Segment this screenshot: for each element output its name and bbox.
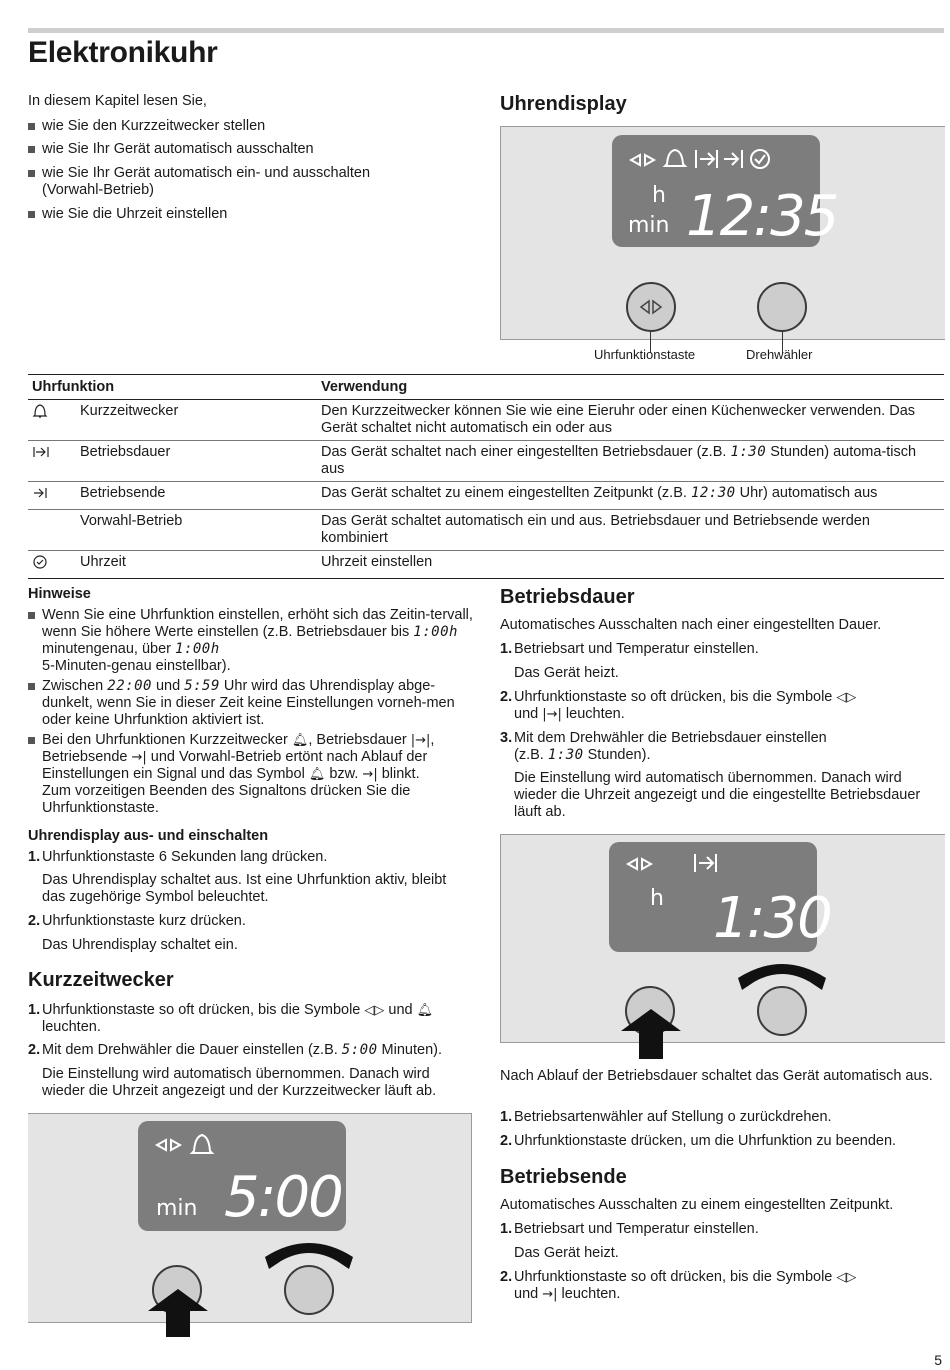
timer-display-figure <box>28 1113 472 1323</box>
intro-bullet: wie Sie die Uhrzeit einstellen <box>28 206 227 223</box>
table-header-row <box>28 375 944 400</box>
step: 2. Uhrfunktionstaste kurz drücken. <box>28 913 246 929</box>
unit-hours: h <box>650 886 664 911</box>
page-number: 5 <box>934 1352 942 1368</box>
bell-icon: 🔔︎ <box>416 1003 434 1018</box>
clock-function-icon <box>157 1140 166 1150</box>
page-title: Elektronikuhr <box>28 36 218 69</box>
step-note: Die Einstellung wird automatisch übernommen. Danach wird wieder die Uhrzeit angezeigt und der Kurzzeitwecker läuft ab. <box>42 1066 437 1099</box>
step: 1. Betriebsart und Temperatur einstellen. <box>500 641 759 657</box>
step-note: Die Einstellung wird automatisch übernommen. Danach wird wieder die Uhrzeit angezeigt und die eingestellte Betriebsdauer läuft ab. <box>514 770 921 820</box>
section-lead: Automatisches Ausschalten zu einem eingestellten Zeitpunkt. <box>500 1197 894 1213</box>
rotate-arrow-icon <box>736 958 828 996</box>
uhrendisplay-heading: Uhrendisplay <box>500 93 627 115</box>
clock-icon <box>751 150 769 168</box>
step-note: Das Gerät heizt. <box>514 665 619 681</box>
section-lead: Automatisches Ausschalten nach einer eingestellten Dauer. <box>500 617 882 633</box>
duration-screen <box>609 842 831 952</box>
unit-minutes: min <box>156 1196 198 1221</box>
bell-icon <box>32 403 48 419</box>
end-icon <box>724 150 742 168</box>
step: 1. Betriebsart und Temperatur einstellen. <box>500 1221 759 1237</box>
clock-function-table <box>28 374 944 579</box>
duration-icon <box>32 444 50 460</box>
rotary-selector[interactable] <box>757 282 807 332</box>
display-on-off-heading: Uhrendisplay aus- und einschalten <box>28 828 269 844</box>
rotate-arrow-icon <box>263 1237 355 1275</box>
duration-icon <box>695 854 716 872</box>
clock-icon <box>32 554 48 570</box>
duration-display-figure <box>500 834 945 1043</box>
step: 3. Mit dem Drehwähler die Betriebsdauer einstellen (z.B. 1:30 Stunden). <box>500 730 827 763</box>
intro-bullet: wie Sie Ihr Gerät automatisch ein- und ausschalten (Vorwahl-Betrieb) <box>28 165 370 199</box>
table-cell: Betriebsdauer <box>76 441 317 482</box>
table-cell: Das Gerät schaltet automatisch ein und aus. Betriebsdauer und Betriebsende werden kombiniert <box>317 510 944 551</box>
timer-time: 5:00 <box>224 1165 342 1230</box>
end-icon <box>32 485 48 501</box>
step: 2. Uhrfunktionstaste so oft drücken, bis die Symbole ◁▷ und |→| leuchten. <box>500 689 857 722</box>
clock-function-button[interactable] <box>626 282 676 332</box>
clock-function-icon <box>628 859 637 869</box>
table-cell: Betriebsende <box>76 482 317 510</box>
end-icon: →| <box>542 1287 558 1302</box>
step: 1. Uhrfunktionstaste 6 Sekunden lang drücken. <box>28 849 328 865</box>
clock-function-icon <box>631 155 640 165</box>
duration-icon <box>696 150 717 168</box>
table-cell: Kurzzeitwecker <box>76 400 317 441</box>
caption-knob: Drehwähler <box>746 347 813 362</box>
intro-bullet: wie Sie Ihr Gerät automatisch ausschalten <box>28 141 314 158</box>
table-header: Uhrfunktion <box>28 375 317 400</box>
step-note: Das Uhrendisplay schaltet aus. Ist eine Uhrfunktion aktiv, bleibt das zugehörige Symbol beleuchtet. <box>42 872 447 905</box>
duration-icon: |→| <box>542 707 562 722</box>
step: 1. Uhrfunktionstaste so oft drücken, bis die Symbole ◁▷ und 🔔︎ leuchten. <box>28 1002 434 1035</box>
unit-minutes: min <box>628 213 670 238</box>
table-cell: Das Gerät schaltet zu einem eingestellten Zeitpunkt (z.B. 12:30 Uhr) automatisch aus <box>317 482 944 510</box>
step: 2. Uhrfunktionstaste drücken, um die Uhrfunktion zu beenden. <box>500 1133 897 1149</box>
table-cell: Uhrzeit <box>76 551 317 579</box>
clock-screen <box>612 135 838 249</box>
hinweise-heading: Hinweise <box>28 586 91 602</box>
end-icon: →| <box>362 767 378 782</box>
betriebsdauer-heading: Betriebsdauer <box>500 586 635 608</box>
table-row <box>28 551 944 579</box>
table-header: Verwendung <box>317 375 944 400</box>
duration-icon: |→| <box>410 733 431 748</box>
bell-icon: 🔔︎ <box>291 733 309 748</box>
step-note: Das Uhrendisplay schaltet ein. <box>42 937 238 953</box>
step: 2. Uhrfunktionstaste so oft drücken, bis die Symbole ◁▷ und →| leuchten. <box>500 1269 857 1302</box>
timer-screen-symbols <box>138 1121 346 1231</box>
table-cell: Uhrzeit einstellen <box>317 551 944 579</box>
clock-time: 12:35 <box>686 184 838 249</box>
table-cell: Vorwahl-Betrieb <box>76 510 317 551</box>
table-cell: Den Kurzzeitwecker können Sie wie eine Eieruhr oder einen Küchenwecker verwenden. Das Gerät schaltet nicht automatisch ein oder aus <box>317 400 944 441</box>
bell-icon <box>665 150 685 166</box>
note-item: Zwischen 22:00 und 5:59 Uhr wird das Uhrendisplay abge-dunkelt, wenn Sie in dieser Zeit keine Einstellungen vorneh-men oder keine Uhrfunktion aktiviert ist. <box>28 678 482 729</box>
table-row <box>28 510 944 551</box>
clock-function-icon: ◁▷ <box>836 1270 857 1285</box>
end-icon: →| <box>131 750 147 765</box>
note-item: Wenn Sie eine Uhrfunktion einstellen, erhöht sich das Zeitin-tervall, wenn Sie höhere Werte einstellen (z.B. Betriebsdauer bis 1:00h minutengenau, über 1:00h 5-Minuten-genau einstellbar). <box>28 607 482 675</box>
duration-screen-symbols <box>609 842 831 952</box>
caption-button: Uhrfunktionstaste <box>594 347 696 362</box>
after-text: Nach Ablauf der Betriebsdauer schaltet das Gerät automatisch aus. <box>500 1068 933 1084</box>
table-row <box>28 441 944 482</box>
timer-screen <box>138 1121 346 1231</box>
press-arrow-icon <box>146 1287 210 1337</box>
clock-function-icon: ◁▷ <box>364 1003 385 1018</box>
step-note: Das Gerät heizt. <box>514 1245 619 1261</box>
table-row <box>28 482 944 510</box>
bell-icon <box>192 1135 212 1153</box>
clock-function-icon: ◁▷ <box>836 690 857 705</box>
intro-lead: In diesem Kapitel lesen Sie, <box>28 93 207 109</box>
note-item: Bei den Uhrfunktionen Kurzzeitwecker 🔔︎, Betriebsdauer |→|, Betriebsende →| und Vorwahl-Betrieb ertönt nach Ablauf der Einstellungen ein Signal und das Symbol 🔔︎ bzw. →| blinkt. Zum vorzeitigen Beenden des Signaltons drücken Sie die Uhrfunktionstaste. <box>28 732 482 817</box>
duration-time: 1:30 <box>713 886 831 951</box>
kurzzeitwecker-heading: Kurzzeitwecker <box>28 969 174 991</box>
top-rule <box>28 28 944 33</box>
unit-hours: h <box>652 183 666 208</box>
table-cell: Das Gerät schaltet nach einer eingestellten Betriebsdauer (z.B. 1:30 Stunden) automa-tisch aus <box>317 441 944 482</box>
press-arrow-icon <box>619 1007 683 1059</box>
clock-display-figure <box>500 126 945 340</box>
step: 2. Mit dem Drehwähler die Dauer einstellen (z.B. 5:00 Minuten). <box>28 1042 442 1058</box>
intro-bullet: wie Sie den Kurzzeitwecker stellen <box>28 118 265 135</box>
clock-screen-symbols <box>612 135 838 249</box>
bell-icon: 🔔︎ <box>308 767 326 782</box>
table-row <box>28 400 944 441</box>
betriebsende-heading: Betriebsende <box>500 1166 627 1188</box>
step: 1. Betriebsartenwähler auf Stellung o zurückdrehen. <box>500 1109 832 1125</box>
